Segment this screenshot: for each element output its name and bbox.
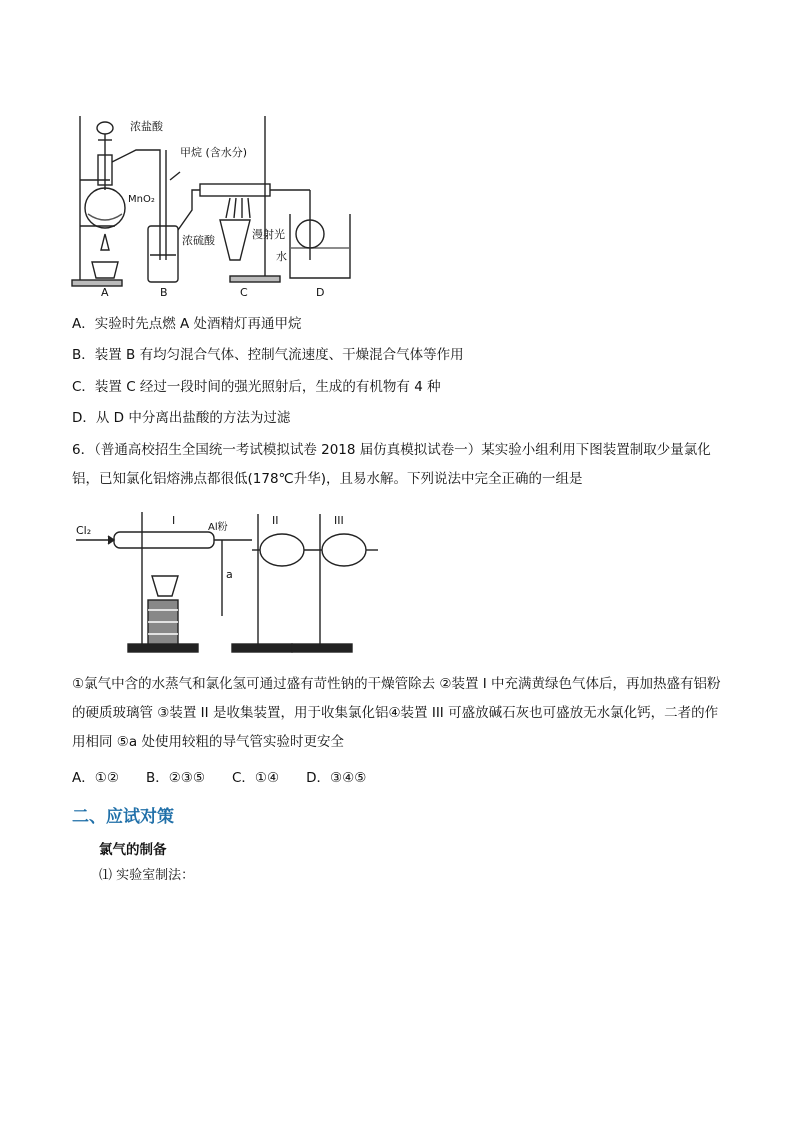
fig1-label-methane: 甲烷 (含水分): [180, 146, 248, 159]
fig1-label-c: C: [240, 286, 248, 299]
fig2-label-al: Al粉: [208, 522, 228, 533]
fig2-label-cl2: Cl₂: [76, 524, 92, 537]
apparatus-figure-1: [70, 110, 360, 300]
fig1-label-conc-h2so4: 浓硫酸: [182, 234, 215, 247]
q6-options: A．①② B．②③⑤ C．①④ D．③④⑤: [72, 770, 367, 786]
fig2-label-iii: III: [334, 514, 344, 527]
section-heading: 二、应试对策: [72, 807, 174, 827]
fig1-label-diffuse-light: 漫射光: [252, 228, 285, 241]
fig1-label-b: B: [160, 286, 168, 299]
q5-option-b: B．装置 B 有均匀混合气体、控制气流速度、干燥混合气体等作用: [72, 347, 464, 363]
apparatus-figure-2: [72, 506, 382, 662]
q6-stem: 6．（普通高校招生全国统一考试模拟试卷 2018 届仿真模拟试卷一）某实验小组利用下图装置制取少量氯化铝，已知氯化铝熔沸点都很低(178℃升华)，且易水解。下列说法中完全正确的一组是: [72, 442, 711, 487]
q5-option-c: C．装置 C 经过一段时间的强光照射后，生成的有机物有 4 种: [72, 379, 441, 395]
fig2-label-ii: II: [272, 514, 279, 527]
fig1-label-water: 水: [276, 250, 287, 263]
fig1-label-conc-hcl: 浓盐酸: [130, 120, 163, 133]
section-subheading: 氯气的制备: [99, 842, 167, 858]
fig1-label-d: D: [316, 286, 325, 299]
q6-statements: ①氯气中含的水蒸气和氯化氢可通过盛有苛性钠的干燥管除去 ②装置 I 中充满黄绿色气体后，再加热盛有铝粉的硬质玻璃管 ③装置 II 是收集装置，用于收集氯化铝④装置 III 可盛放碱石灰也可盛放无水氯化钙，二者的作用相同 ⑤a 处使用较粗的导气管实验时更安全: [72, 676, 721, 750]
fig2-label-i: I: [172, 514, 176, 527]
fig1-label-mno2: MnO₂: [128, 194, 155, 205]
fig1-label-a: A: [101, 286, 109, 299]
fig2-label-a: a: [226, 568, 233, 581]
lab-method-item: ⑴ 实验室制法：: [99, 868, 195, 883]
q5-option-d: D．从 D 中分离出盐酸的方法为过滤: [72, 410, 291, 426]
q5-option-a: A．实验时先点燃 A 处酒精灯再通甲烷: [72, 316, 302, 332]
